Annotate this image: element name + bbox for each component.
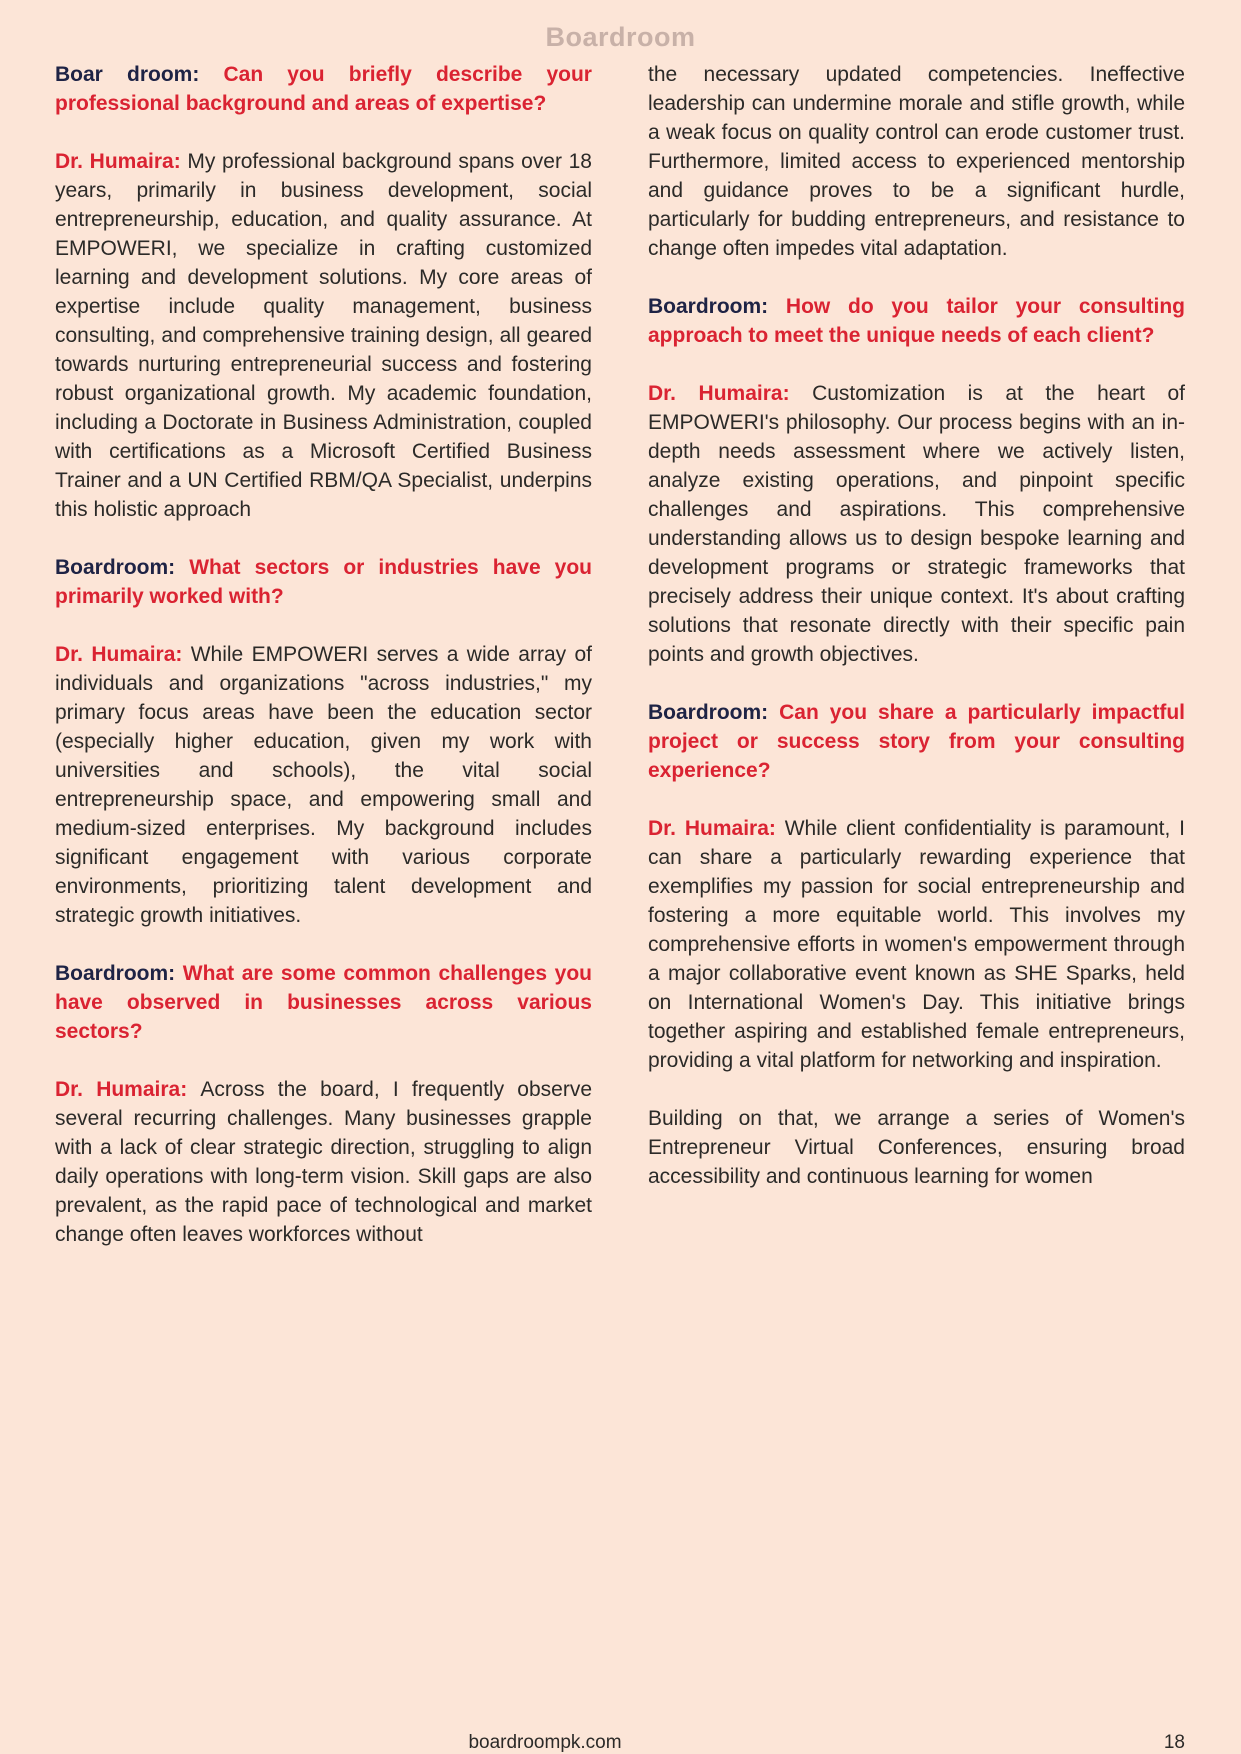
interview-paragraph [55, 147, 592, 524]
paragraph-text: While EMPOWERI serves a wide array of individuals and organizations "across industries," my primary focus areas have been the education sector (especially higher education, given my work with universities and schools), the vital social entrepreneurship space, and empowering small and medium-sized enterprises. My background includes significant engagement with various corporate environments, prioritizing talent development and strategic growth initiatives. [55, 643, 592, 927]
page-number: 18 [1163, 1732, 1185, 1753]
paragraph-text: While client confidentiality is paramount, I can share a particularly rewarding experience that exemplifies my passion for social entrepreneurship and fostering a more equitable world. This involves my comprehensive efforts in women's empowerment through a major collaborative event known as SHE Sparks, held on International Women's Day. This initiative brings together aspiring and established female entrepreneurs, providing a vital platform for networking and inspiration. [648, 817, 1185, 1072]
left-column [55, 60, 592, 1278]
paragraph-text: Building on that, we arrange a series of Women's Entrepreneur Virtual Conferences, ensuring broad accessibility and continuous learning for women [648, 1107, 1185, 1188]
interviewee-label: Dr. Humaira: [648, 817, 785, 840]
paragraph-text: Can you share a particularly impactful project or success story from your consulting experience? [648, 701, 1186, 782]
paragraph-text: What sectors or industries have you primarily worked with? [55, 556, 593, 608]
interview-paragraph [648, 1104, 1185, 1191]
paragraph-text: the necessary updated competencies. Ineffective leadership can undermine morale and stifle growth, while a weak focus on quality control can erode customer trust. Furthermore, limited access to experienced mentorship and guidance proves to be a significant hurdle, particularly for budding entrepreneurs, and resistance to change often impedes vital adaptation. [648, 63, 1185, 260]
interviewee-label: Dr. Humaira: [55, 1078, 201, 1101]
interviewee-label: Dr. Humaira: [648, 382, 813, 405]
interviewer-label: Boardroom: [648, 295, 786, 318]
interviewer-label: Boardroom: [55, 556, 190, 579]
paragraph-text: How do you tailor your consulting approach to meet the unique needs of each client? [648, 295, 1186, 347]
interview-question [55, 60, 592, 118]
paragraph-text: My professional background spans over 18 years, primarily in business development, social entrepreneurship, education, and quality assurance. At EMPOWERI, we specialize in crafting customized learning and development solutions. My core areas of expertise include quality management, business consulting, and comprehensive training design, all geared towards nurturing entrepreneurial success and fostering robust organizational growth. My academic foundation, including a Doctorate in Business Administration, coupled with certifications as a Microsoft Certified Business Trainer and a UN Certified RBM/QA Specialist, underpins this holistic approach [55, 150, 592, 521]
paragraph-text: Across the board, I frequently observe several recurring challenges. Many businesses grapple with a lack of clear strategic direction, struggling to align daily operations with long-term vision. Skill gaps are also prevalent, as the rapid pace of technological and market change often leaves workforces without [55, 1078, 592, 1246]
article-body [55, 60, 1185, 1278]
interview-paragraph [648, 814, 1185, 1075]
paragraph-text: Customization is at the heart of EMPOWERI's philosophy. Our process begins with an in-depth needs assessment where we actively listen, analyze existing operations, and pinpoint specific challenges and aspirations. This comprehensive understanding allows us to design bespoke learning and development programs or strategic frameworks that precisely address their unique context. It's about crafting solutions that resonate directly with their specific pain points and growth objectives. [648, 382, 1185, 666]
interviewer-label: Boardroom: [55, 962, 183, 985]
right-column [648, 60, 1185, 1278]
interviewee-label: Dr. Humaira: [55, 643, 191, 666]
interview-question [55, 959, 592, 1046]
interview-paragraph [55, 640, 592, 930]
interviewer-label: Boardroom: [648, 701, 780, 724]
interview-paragraph [648, 379, 1185, 669]
interview-paragraph [648, 60, 1185, 263]
interview-question [648, 292, 1185, 350]
page-header-title: Boardroom [545, 22, 696, 52]
interviewer-label: Boar droom: [55, 63, 224, 86]
interview-question [648, 698, 1185, 785]
paragraph-text: Can you briefly describe your professional background and areas of expertise? [55, 63, 592, 115]
paragraph-text: What are some common challenges you have observed in businesses across various sectors? [55, 962, 593, 1043]
interview-paragraph [55, 1075, 592, 1249]
interview-question [55, 553, 592, 611]
footer-website-url: boardroompk.com [468, 1732, 622, 1753]
interviewee-label: Dr. Humaira: [55, 150, 188, 173]
